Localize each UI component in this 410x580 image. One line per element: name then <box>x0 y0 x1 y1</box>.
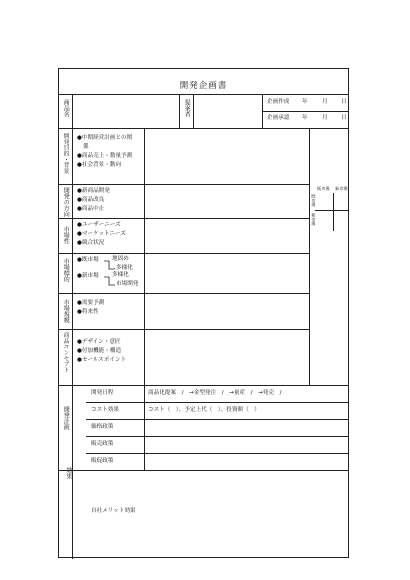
plan-row-value: 商品化提案 / →金型発注 / →量産 / →発売 / <box>148 390 282 396</box>
branch-label: 市場開発 <box>116 281 139 287</box>
proposer-label: 提案者 <box>183 99 191 117</box>
branch-label: 多様化 <box>112 272 129 278</box>
list-item: ●商品売上・数量予測 <box>77 153 133 159</box>
direction-label: 開発の方向 <box>62 187 70 217</box>
list-item: ●マーケットニーズ <box>77 231 126 237</box>
list-item: ●付加機能・構造 <box>77 348 122 354</box>
plan-row-label: 価格政策 <box>91 424 114 430</box>
divider <box>86 436 349 437</box>
list-item: ●競合状況 <box>77 240 105 246</box>
form-title: 開発企画書 <box>179 81 228 91</box>
list-item: ●ユーザーニーズ <box>77 222 121 228</box>
effect-item: 自社メリット効果 <box>91 508 136 514</box>
list-item: ●商品改良 <box>77 197 105 203</box>
matrix-side-label: 既市場 <box>311 194 317 207</box>
day-label: 日 <box>341 99 347 105</box>
divider <box>179 94 180 128</box>
plan-row-label: 販促政策 <box>91 458 114 464</box>
divider <box>59 293 309 294</box>
divider <box>59 94 349 95</box>
divider <box>86 453 349 454</box>
effect-label: 効果 <box>64 467 72 479</box>
list-item: ●セールスポイント <box>77 357 127 363</box>
concept-label: 商品コンセプト <box>62 332 69 373</box>
divider <box>59 385 349 386</box>
month-label: 月 <box>322 115 328 121</box>
plan-row-value: コスト（ ）、予定上代（ ）、投資額（ ） <box>148 407 260 413</box>
list-item: ●将来性 <box>77 309 99 315</box>
branch-label: 多様化 <box>116 265 133 271</box>
scale-label: 市場規模 <box>62 299 70 323</box>
plan-approved-label: 企画承認 <box>267 115 290 121</box>
year-label: 年 <box>302 115 308 121</box>
divider <box>59 470 349 471</box>
divider <box>144 385 145 470</box>
market-list <box>77 221 126 248</box>
divider <box>59 329 309 330</box>
matrix-axis <box>315 210 348 211</box>
divider <box>262 111 349 112</box>
direction-list <box>77 187 110 214</box>
divider <box>72 94 73 559</box>
target-label: 市場標的 <box>62 258 70 282</box>
divider <box>262 94 263 128</box>
plan-row-label: コスト効果 <box>91 407 119 413</box>
divider <box>86 419 349 420</box>
plan-row-label: 開発日程 <box>91 390 114 396</box>
existing-market: ●既市場 <box>77 257 99 263</box>
plan-created-label: 企画作成 <box>267 99 290 105</box>
product-name-label: 商品名 <box>62 99 70 117</box>
divider <box>309 128 310 385</box>
branch-label: 地固め <box>112 256 129 262</box>
day-label: 日 <box>341 115 347 121</box>
divider <box>59 184 309 185</box>
divider <box>59 218 309 219</box>
list-item: ●中期経営計画との関 <box>77 135 133 141</box>
list-item: ●社会背景・動向 <box>77 162 122 168</box>
month-label: 月 <box>322 99 328 105</box>
matrix-axis <box>333 193 334 231</box>
list-item: 係 <box>83 144 89 150</box>
divider <box>59 253 309 254</box>
matrix-side-label: 新市場 <box>311 213 317 226</box>
market-label: 市場性 <box>62 226 70 244</box>
plan-label: 開発計画 <box>62 406 70 430</box>
divider <box>144 128 145 385</box>
list-item: ●新商品開発 <box>77 188 110 194</box>
purpose-label: 開発目的・背景 <box>62 133 69 174</box>
list-item: ●商品中止 <box>77 206 105 212</box>
new-market: ●新市場 <box>77 273 99 279</box>
planning-form <box>58 68 349 558</box>
list-item: ●デザイン・意匠 <box>77 339 121 345</box>
plan-row-label: 販売政策 <box>91 441 114 447</box>
list-item: ●需要予測 <box>77 300 105 306</box>
purpose-list <box>77 134 132 170</box>
matrix-top-label: 新市場 <box>335 186 348 191</box>
concept-list <box>77 338 126 365</box>
scale-list <box>77 299 104 317</box>
divider <box>86 402 349 403</box>
divider <box>193 94 194 128</box>
matrix-top-label: 既市場 <box>317 186 330 191</box>
year-label: 年 <box>302 99 308 105</box>
divider <box>59 128 349 129</box>
